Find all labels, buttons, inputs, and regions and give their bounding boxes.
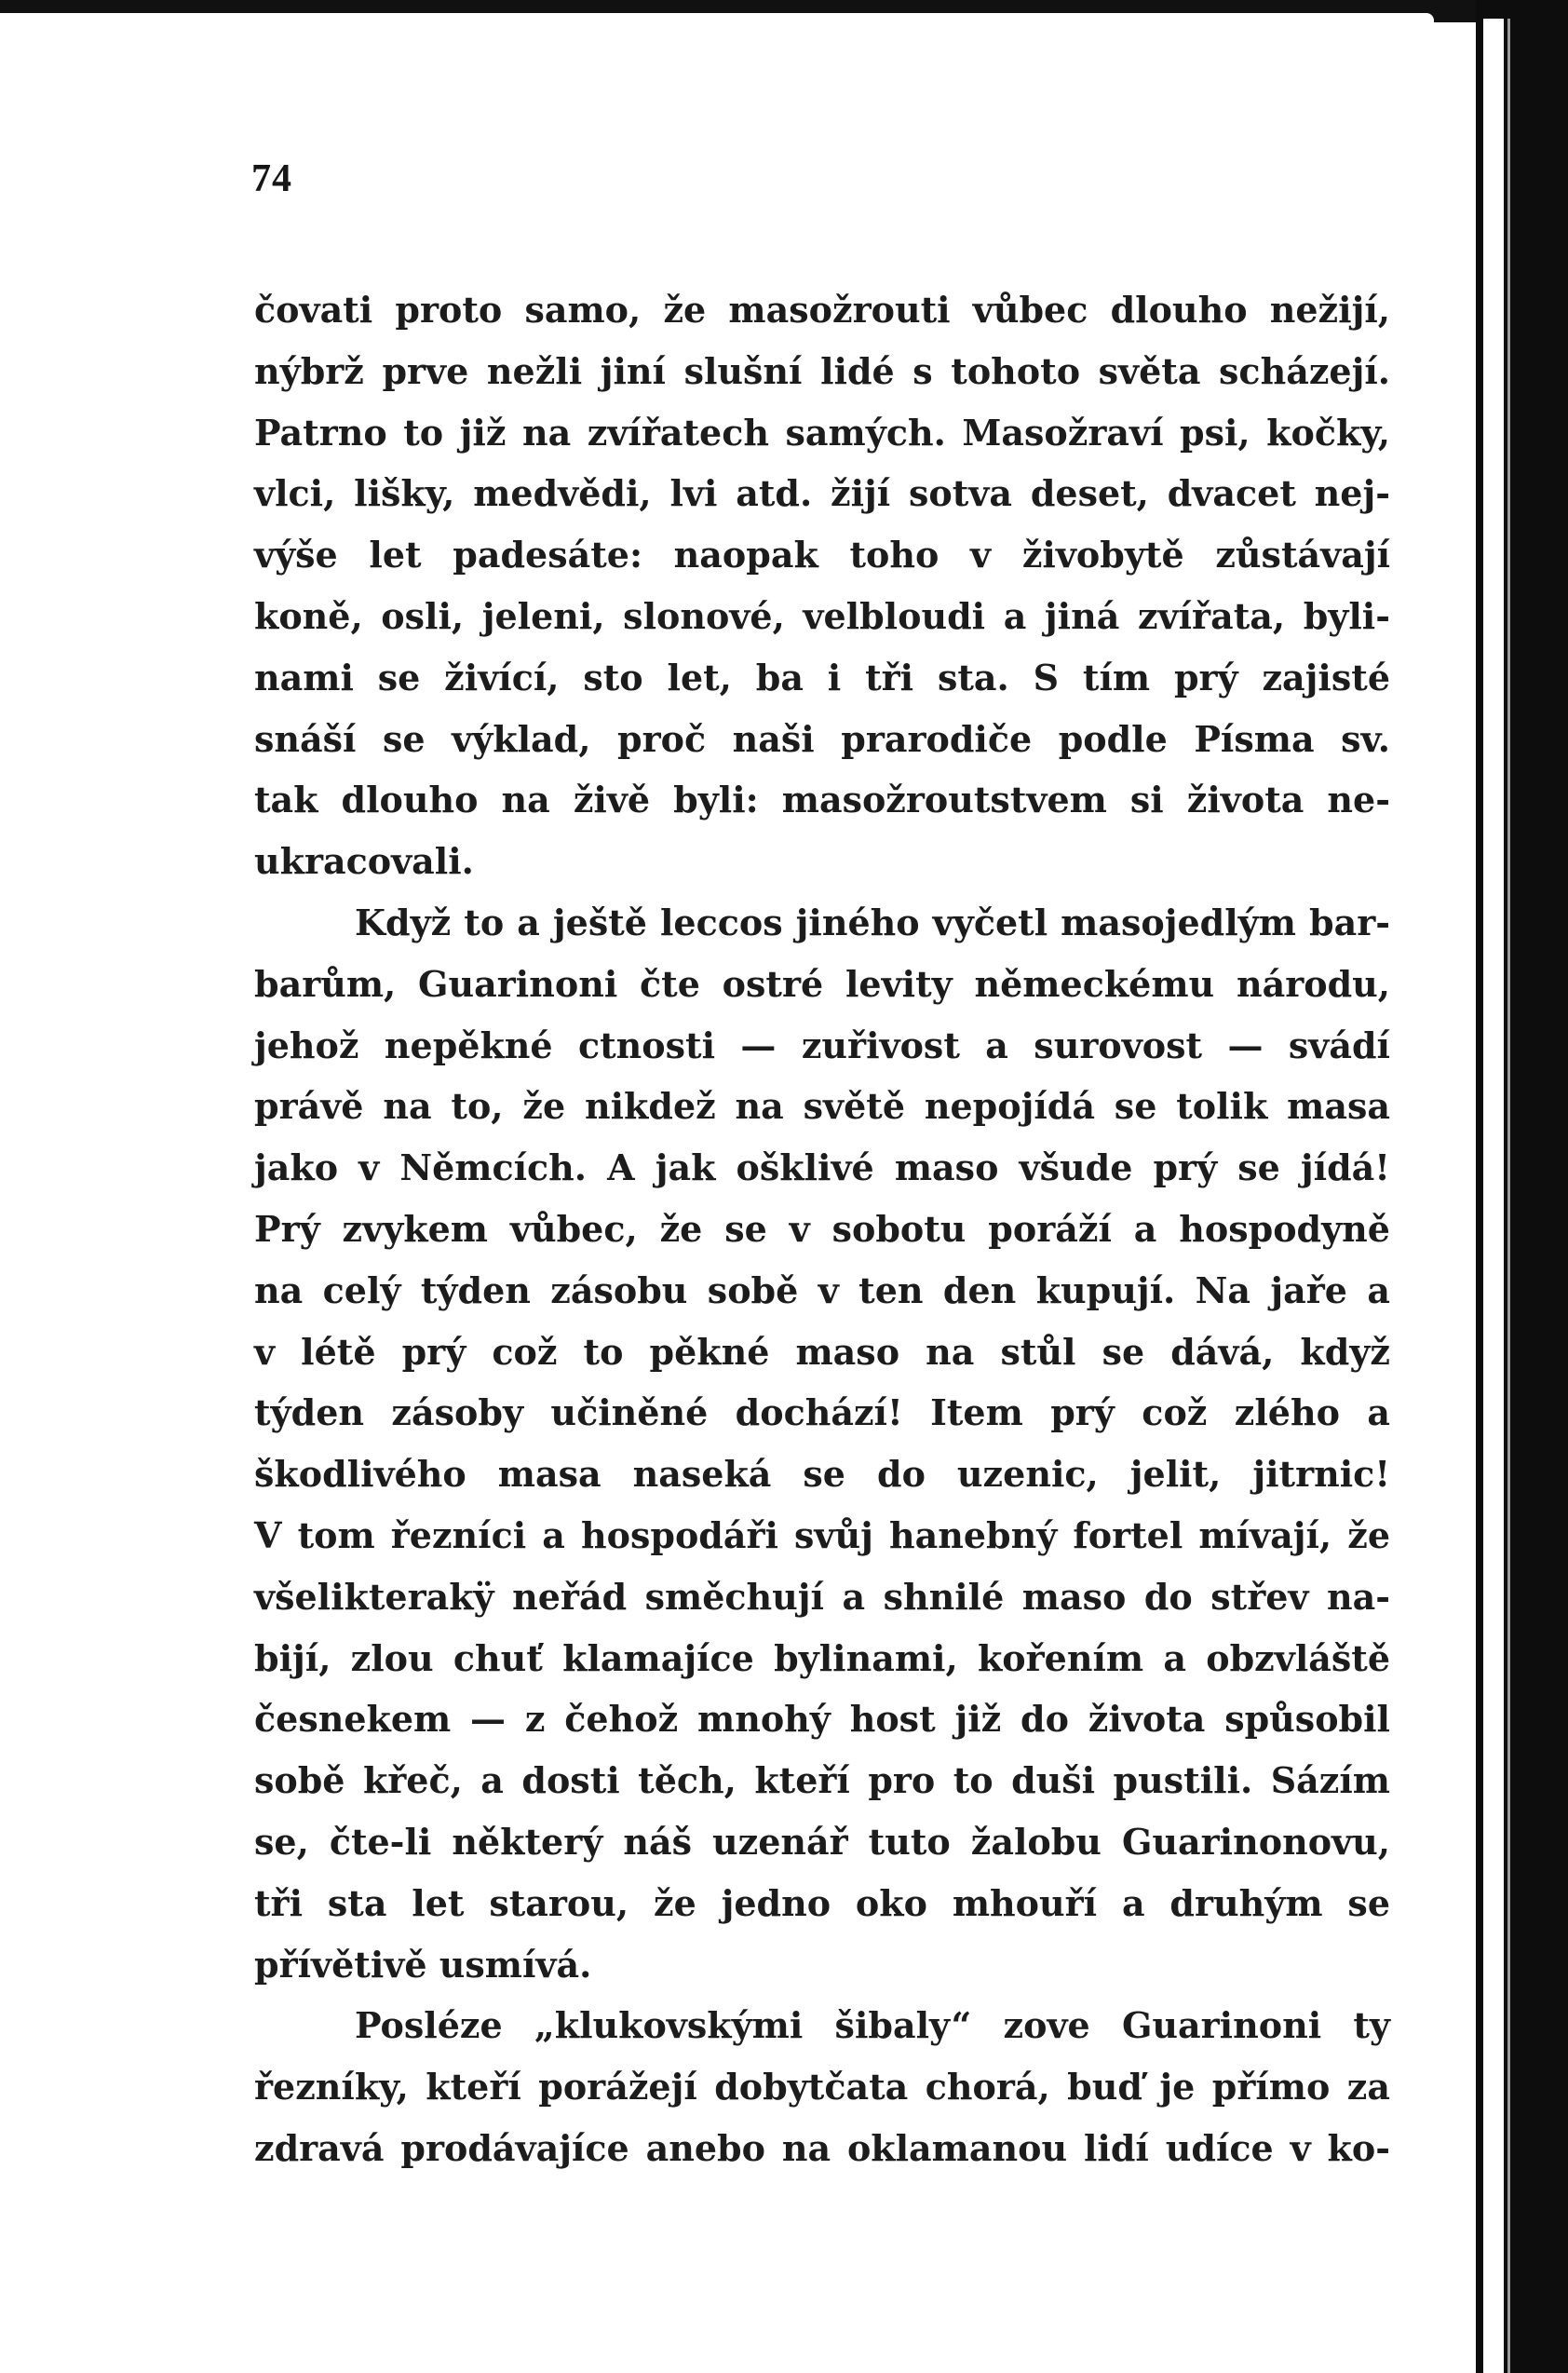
text-line: ukracovali.: [254, 840, 474, 883]
text-line: výše let padesáte: naopak toho v živobytě zůstávají: [254, 534, 1390, 576]
text-line: V tom řezníci a hospodáři svůj hanebný fortel mívají, že: [254, 1513, 1390, 1556]
text-line: sobě křeč, a dosti těch, kteří pro to duši pustili. Sázím: [254, 1759, 1390, 1802]
text-line: snáší se výklad, proč naši prarodiče podle Písma sv.: [254, 717, 1390, 760]
text-line: na celý týden zásobu sobě v ten den kupují. Na jaře a: [254, 1268, 1390, 1311]
text-line: vlci, lišky, medvědi, lvi atd. žijí sotva deset, dvacet nej-: [254, 472, 1390, 515]
text-line: škodlivého masa naseká se do uzenic, jelit, jitrnic!: [254, 1453, 1390, 1496]
text-line: čovati proto samo, že masožrouti vůbec dlouho nežijí,: [254, 289, 1390, 331]
text-line: Když to a ještě leccos jiného vyčetl masojedlým bar-: [355, 901, 1390, 943]
text-line: nami se živící, sto let, ba i tři sta. S tím prý zajisté: [254, 656, 1390, 698]
text-line: Posléze „klukovskými šibaly“ zove Guarinoni ty: [355, 2004, 1390, 2047]
text-line: koně, osli, jeleni, slonové, velbloudi a jiná zvířata, byli-: [254, 594, 1390, 637]
text-line: nýbrž prve nežli jiní slušní lidé s tohoto světa scházejí.: [254, 349, 1390, 392]
body-text: [254, 279, 1390, 2179]
text-line: tak dlouho na živě byli: masožroutstvem si života ne-: [254, 779, 1390, 821]
text-line: bijí, zlou chuť klamajíce bylinami, kořením a obzvláště: [254, 1636, 1390, 1679]
text-line: barům, Guarinoni čte ostré levity německému národu,: [254, 962, 1390, 1005]
text-line: řezníky, kteří porážejí dobytčata chorá, buď je přímo za: [254, 2066, 1390, 2109]
text-line: právě na to, že nikdež na světě nepojídá se tolik masa: [254, 1085, 1390, 1128]
scan-page-edge: [1476, 0, 1568, 2373]
text-line: Prý zvykem vůbec, že se v sobotu poráží a hospodyně: [254, 1207, 1390, 1250]
text-line: tři sta let starou, že jedno oko mhouří a druhým se: [254, 1881, 1390, 1924]
text-line: zdravá prodávajíce anebo na oklamanou lidí udíce v ko-: [254, 2126, 1390, 2169]
page-number: 74: [251, 157, 292, 200]
text-line: v létě prý což to pěkné maso na stůl se dává, když: [254, 1330, 1390, 1373]
text-line: všelikterakÿ neřád směchují a shnilé maso do střev na-: [254, 1575, 1390, 1618]
text-line: jehož nepěkné ctnosti — zuřivost a surovost — svádí: [254, 1024, 1390, 1066]
text-line: se, čte-li některý náš uzenář tuto žalobu Guarinonovu,: [254, 1820, 1390, 1863]
scan-top-edge: [0, 0, 1568, 22]
text-line: jako v Němcích. A jak ošklivé maso všude prý se jídá!: [254, 1146, 1390, 1189]
text-line: Patrno to již na zvířatech samých. Masožraví psi, kočky,: [254, 411, 1390, 454]
text-line: česnekem — z čehož mnohý host již do života spůsobil: [254, 1698, 1390, 1741]
text-line: přívětivě usmívá.: [254, 1943, 592, 1986]
text-line: týden zásoby učiněné dochází! Item prý což zlého a: [254, 1391, 1390, 1434]
